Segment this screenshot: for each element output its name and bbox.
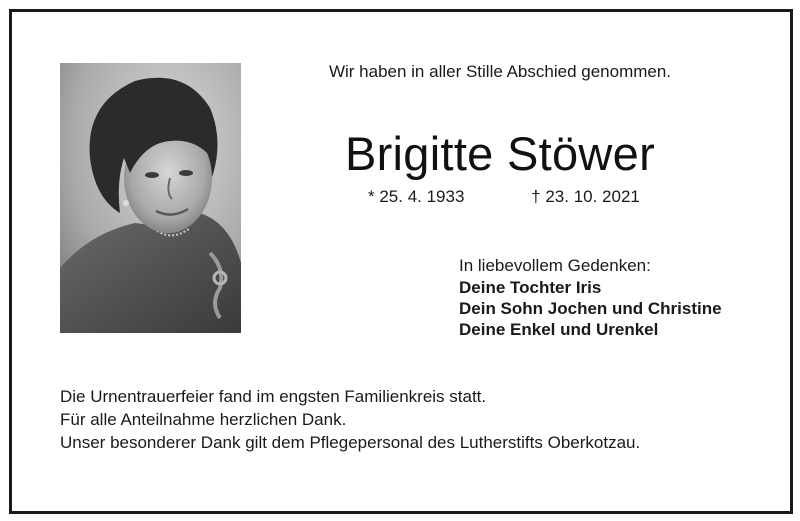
intro-text: Wir haben in aller Stille Abschied genommen. [328,62,672,81]
birth-date: * 25. 4. 1933 [368,187,465,206]
memory-heading: In liebevollem Gedenken: [459,256,651,275]
relative-line: Dein Sohn Jochen und Christine [459,299,722,318]
portrait-image [60,63,241,333]
closing-notes [60,385,640,454]
relative-line: Deine Tochter Iris [459,278,602,297]
relative-line: Deine Enkel und Urenkel [459,320,659,339]
life-dates [368,187,640,207]
note-line: Die Urnentrauerfeier fand im engsten Familienkreis statt. [60,387,487,406]
death-date: † 23. 10. 2021 [531,187,640,206]
deceased-name: Brigitte Stöwer [344,127,656,180]
portrait-photo [60,63,241,333]
note-line: Unser besonderer Dank gilt dem Pflegepersonal des Lutherstifts Oberkotzau. [60,433,641,452]
memory-block [459,255,722,340]
note-line: Für alle Anteilnahme herzlichen Dank. [60,410,347,429]
